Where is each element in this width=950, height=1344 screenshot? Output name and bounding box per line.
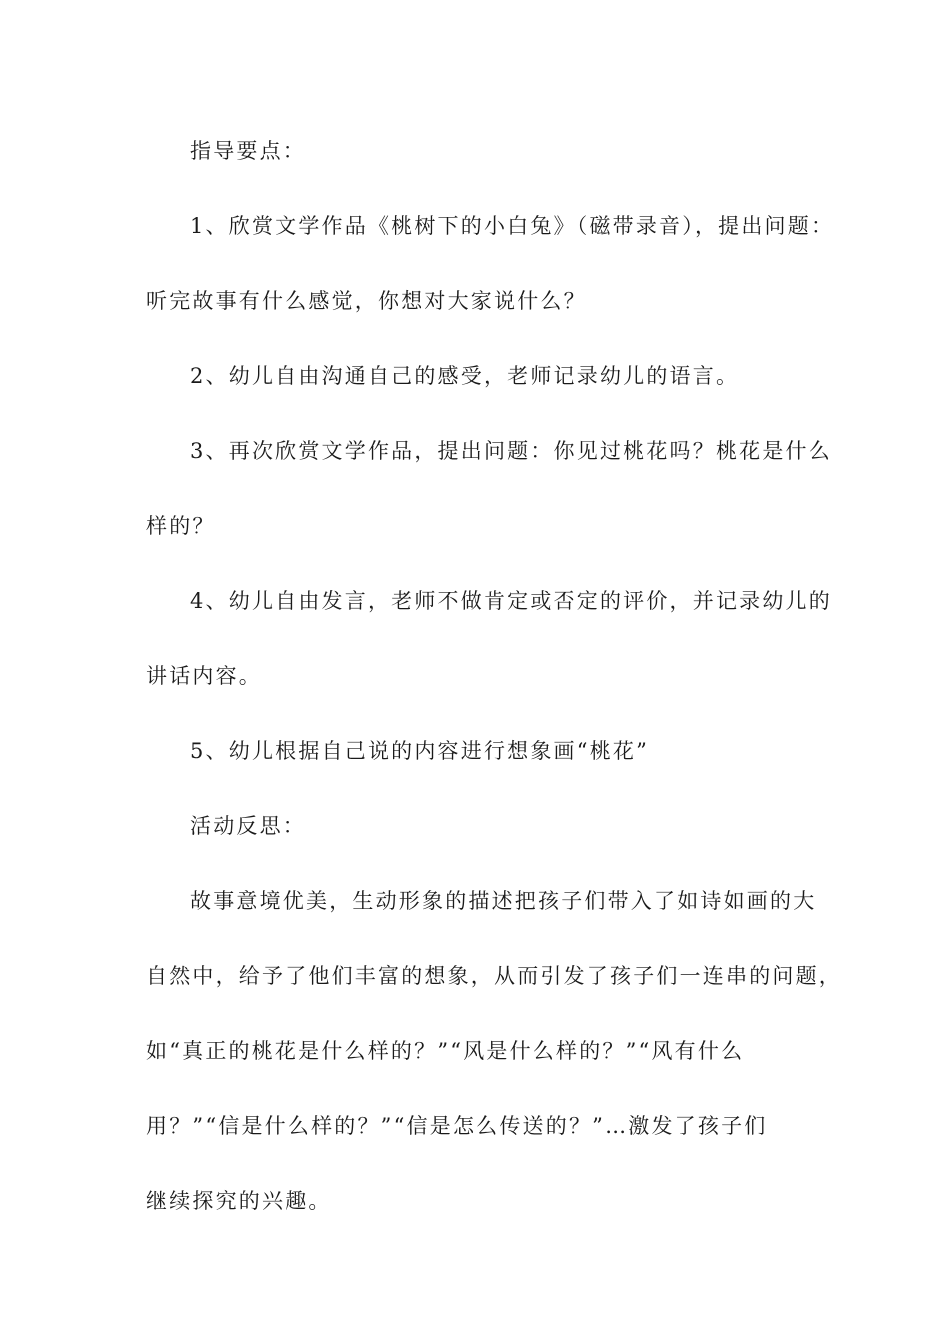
paragraph-line: 如“真正的桃花是什么样的？”“风是什么样的？”“风有什么 bbox=[146, 1039, 745, 1063]
paragraph-line: 样的？ bbox=[146, 514, 216, 538]
section-heading-guidance: 指导要点： bbox=[190, 139, 306, 163]
paragraph-line: 1、欣赏文学作品《桃树下的小白兔》（磁带录音），提出问题： bbox=[190, 214, 835, 238]
paragraph-line: 故事意境优美，生动形象的描述把孩子们带入了如诗如画的大 bbox=[190, 889, 817, 913]
paragraph-line: 讲话内容。 bbox=[146, 664, 262, 688]
paragraph-line: 2、幼儿自由沟通自己的感受，老师记录幼儿的语言。 bbox=[190, 364, 740, 388]
paragraph-line: 继续探究的兴趣。 bbox=[146, 1189, 332, 1213]
section-heading-reflection: 活动反思： bbox=[190, 814, 306, 838]
paragraph-line: 3、再次欣赏文学作品，提出问题：你见过桃花吗？桃花是什么 bbox=[190, 439, 832, 463]
paragraph-line: 听完故事有什么感觉，你想对大家说什么？ bbox=[146, 289, 587, 313]
paragraph-line: 4、幼儿自由发言，老师不做肯定或否定的评价，并记录幼儿的 bbox=[190, 589, 832, 613]
paragraph-line: 5、幼儿根据自己说的内容进行想象画“桃花” bbox=[190, 739, 650, 763]
paragraph-line: 用？”“信是什么样的？”“信是怎么传送的？”…激发了孩子们 bbox=[146, 1114, 768, 1138]
paragraph-line: 自然中，给予了他们丰富的想象，从而引发了孩子们一连串的问题， bbox=[146, 964, 842, 988]
